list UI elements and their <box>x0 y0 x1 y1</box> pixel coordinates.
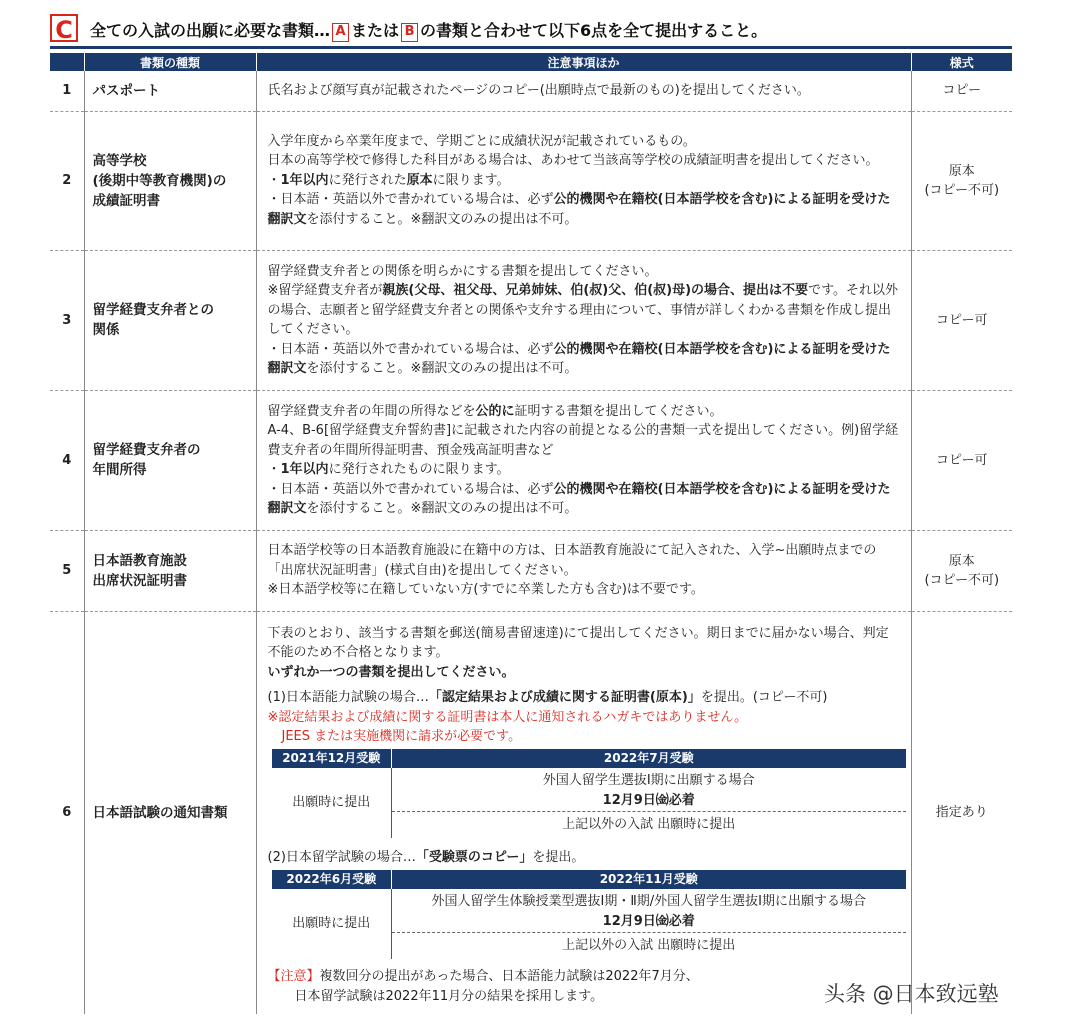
note-text: (2)日本留学試験の場合… <box>267 850 416 865</box>
table-row <box>50 71 1012 111</box>
caution-text: 複数回分の提出があった場合、日本語能力試験は2022年7月分、 <box>319 969 699 984</box>
document-type <box>84 390 256 530</box>
note-bold: 公的機関や在籍校(日本語学校を含む)による証明を受けた翻訳文 <box>267 192 891 227</box>
note-line <box>268 340 901 379</box>
title-part-1: 全ての入試の出願に必要な書類… <box>90 21 331 40</box>
format-cell: 指定あり <box>911 611 1012 1014</box>
notes-cell <box>256 250 911 390</box>
format-line: (コピー不可) <box>924 182 1000 198</box>
note-text: を添付すること。※翻訳文のみの提出は不可。 <box>306 361 578 376</box>
col-header-type: 書類の種類 <box>84 53 256 71</box>
document-type <box>84 530 256 611</box>
note-text: に発行されたものに限ります。 <box>328 462 510 477</box>
doc-line: 日本語教育施設 <box>92 552 187 569</box>
schedule-other: 上記以外の入試 出願時に提出 <box>562 817 736 833</box>
doc-line: 関係 <box>92 322 120 338</box>
documents-table <box>50 53 1012 1014</box>
schedule-cell <box>392 768 906 812</box>
notes-cell <box>256 71 911 111</box>
note-line <box>268 402 901 422</box>
note-bold: 1年以内 <box>280 172 329 188</box>
note-line: 下表のとおり、該当する書類を郵送(簡易書留速達)にて提出してください。期日までに届かない場合、判定不能のため不合格となります。 <box>267 625 889 660</box>
notes-cell <box>256 111 911 250</box>
caution-line <box>268 967 901 987</box>
note-line: 日本語学校等の日本語教育施設に在籍中の方は、日本語教育施設にて記入された、入学~出願時点までの「出席状況証明書」(様式自由)を提出してください。 <box>267 543 877 578</box>
note-bold: 公的機関や在籍校(日本語学校を含む)による証明を受けた翻訳文 <box>267 481 891 516</box>
note-text: に限ります。 <box>432 172 510 188</box>
title-part-2: または <box>351 21 400 40</box>
doc-line: 留学経費支弁者との <box>92 302 214 318</box>
note-line <box>268 281 901 340</box>
note-line <box>268 190 901 229</box>
col-header-blank <box>50 53 84 71</box>
note-text: を提出。(コピー不可) <box>700 690 828 705</box>
note-text: に発行された <box>328 172 407 188</box>
note-text: ・ <box>267 172 281 188</box>
table-row <box>50 111 1012 250</box>
note-line: 入学年度から卒業年度まで、学期ごとに成績状況が記載されているもの。 <box>267 133 696 149</box>
deadline-text: 12月9日㈮必着 <box>602 914 695 929</box>
section-title <box>90 18 767 42</box>
document-type <box>84 250 256 390</box>
note-text: (1)日本語能力試験の場合… <box>267 690 429 705</box>
schedule-cell <box>392 889 906 933</box>
format-cell <box>911 530 1012 611</box>
row-number: 5 <box>50 530 84 611</box>
note-text: ・日本語・英語以外で書かれている場合は、必ず <box>267 481 554 497</box>
note-line <box>268 460 901 480</box>
note-bold: 公的に <box>475 403 515 419</box>
doc-line: 高等学校 <box>92 152 147 169</box>
submit-label: 出願時に提出 <box>272 889 392 959</box>
caution-text: 日本留学試験は2022年11月分の結果を採用します。 <box>294 988 604 1004</box>
eju-header-2: 2022年11月受験 <box>392 870 906 890</box>
jlpt-warning-line: ※認定結果および成績に関する証明書は本人に通知されるハガキではありません。 <box>267 709 748 725</box>
doc-line: 留学経費支弁者の <box>92 442 201 458</box>
note-bold: 「受験票のコピー」 <box>415 850 533 865</box>
note-text: です。それ以外の場合、志願者と留学経費支弁者との関係や支弁する理由について、事情が詳しくわかる書類を作成し提出してください。 <box>267 283 899 337</box>
note-line: いずれか一つの書類を提出してください。 <box>267 664 515 680</box>
format-cell: コピー可 <box>911 250 1012 390</box>
title-part-3: の書類と合わせて以下6点を全て提出すること。 <box>420 21 768 40</box>
note-text: ※留学経費支弁者が <box>267 283 383 298</box>
col-header-format: 様式 <box>911 53 1012 71</box>
notes-cell <box>256 390 911 530</box>
note-text: を添付すること。※翻訳文のみの提出は不可。 <box>306 211 578 227</box>
note-text: ・日本語・英語以外で書かれている場合は、必ず <box>267 341 554 357</box>
doc-line: 成績証明書 <box>92 192 160 209</box>
watermark: 头条 @日本致远塾 <box>824 982 999 1006</box>
jlpt-header-2: 2022年7月受験 <box>392 749 906 769</box>
doc-line: (後期中等教育機関)の <box>92 172 227 189</box>
format-cell: コピー <box>911 71 1012 111</box>
schedule-line: 外国人留学生体験授業型選抜Ⅰ期・Ⅱ期/外国人留学生選抜Ⅰ期に出願する場合 <box>431 894 866 909</box>
notes-cell <box>256 611 911 1014</box>
notes-cell <box>256 530 911 611</box>
note-text: 留学経費支弁者の年間の所得などを <box>267 403 476 419</box>
format-line: 原本 <box>948 163 975 179</box>
letter-a-box: A <box>332 23 349 42</box>
section-header <box>50 14 1012 49</box>
eju-header-1: 2022年6月受験 <box>272 870 392 890</box>
note-line: 日本の高等学校で修得した科目がある場合は、あわせて当該高等学校の成績証明書を提出してください。 <box>267 153 879 169</box>
document-type <box>84 111 256 250</box>
note-line: 留学経費支弁者との関係を明らかにする書類を提出してください。 <box>267 263 658 279</box>
col-header-notes: 注意事項ほか <box>256 53 911 71</box>
row-number: 6 <box>62 805 72 821</box>
format-cell <box>911 111 1012 250</box>
table-row <box>50 611 1012 1014</box>
note-bold: 1年以内 <box>280 462 329 477</box>
note-text: 証明する書類を提出してください。 <box>514 403 723 419</box>
letter-b-box: B <box>401 23 418 42</box>
note-line: ※日本語学校等に在籍していない方(すでに卒業した方も含む)は不要です。 <box>267 582 704 598</box>
doc-line: 年間所得 <box>92 462 147 478</box>
schedule-line: 外国人留学生選抜Ⅰ期に出願する場合 <box>542 773 755 788</box>
submit-label: 出願時に提出 <box>272 768 392 838</box>
row-number: 1 <box>50 71 84 111</box>
row-number: 2 <box>50 111 84 250</box>
document-type: パスポート <box>84 71 256 111</box>
jlpt-line <box>268 688 901 708</box>
deadline-text: 12月9日㈮必着 <box>602 793 695 808</box>
note-bold: 原本 <box>406 172 433 188</box>
format-cell: コピー可 <box>911 390 1012 530</box>
caution-label: 【注意】 <box>267 969 320 984</box>
jlpt-schedule-table <box>272 749 906 839</box>
format-line: 原本 <box>948 553 975 569</box>
doc-line: 出席状況証明書 <box>92 572 187 589</box>
eju-schedule-table <box>272 870 906 960</box>
note-text: ・日本語・英語以外で書かれている場合は、必ず <box>267 192 554 208</box>
note-line <box>268 171 901 191</box>
note-text: ・ <box>267 462 281 477</box>
row-number: 3 <box>50 250 84 390</box>
note-line: A-4、B-6[留学経費支弁誓約書]に記載された内容の前提となる公的書類一式を提出してください。例)留学経費支弁者の年間所得証明書、預金残高証明書など <box>267 423 899 458</box>
note-line <box>268 480 901 519</box>
document-type: 日本語試験の通知書類 <box>84 611 256 1014</box>
jlpt-warning-line: JEES または実施機関に請求が必要です。 <box>281 729 522 744</box>
table-row <box>50 530 1012 611</box>
note-line: 氏名および顔写真が記載されたページのコピー(出願時点で最新のもの)を提出してください。 <box>267 83 810 98</box>
section-letter-c: C <box>50 14 78 42</box>
table-row <box>50 390 1012 530</box>
row-number: 4 <box>50 390 84 530</box>
note-bold: 親族(父母、祖父母、兄弟姉妹、伯(叔)父、伯(叔)母)の場合、提出は不要 <box>382 283 809 298</box>
note-bold: 「認定結果および成績に関する証明書(原本)」 <box>428 690 701 705</box>
table-header-row <box>50 53 1012 71</box>
schedule-other: 上記以外の入試 出願時に提出 <box>562 938 736 954</box>
note-text: を提出。 <box>532 850 585 865</box>
note-bold: 公的機関や在籍校(日本語学校を含む)による証明を受けた翻訳文 <box>267 341 891 376</box>
note-text: を添付すること。※翻訳文のみの提出は不可。 <box>306 501 578 516</box>
jlpt-header-1: 2021年12月受験 <box>272 749 392 769</box>
format-line: (コピー不可) <box>924 572 1000 588</box>
table-row <box>50 250 1012 390</box>
eju-line <box>268 848 901 868</box>
